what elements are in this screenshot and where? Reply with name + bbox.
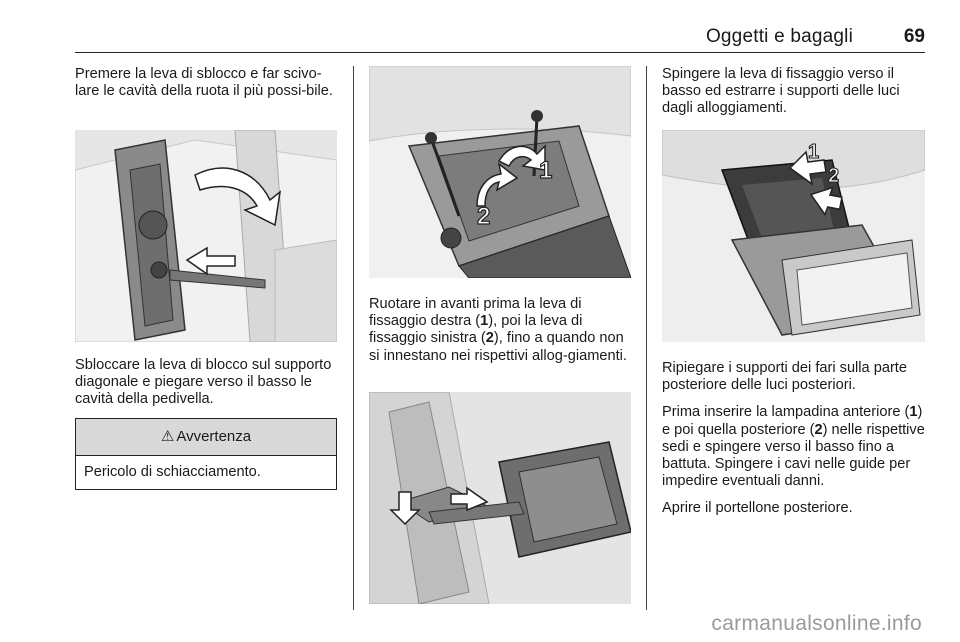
warning-header <box>76 419 336 456</box>
watermark: carmanualsonline.info <box>711 612 922 635</box>
paragraph: Ripiegare i supporti dei fari sulla parte posteriore delle luci posteriori. <box>662 360 907 394</box>
illustration-drawing <box>369 66 631 278</box>
column-3-lower <box>662 360 925 528</box>
page-header <box>75 26 925 53</box>
illustration-drawing <box>662 130 925 342</box>
warning-triangle-icon: ⚠ <box>160 428 175 445</box>
warning-box <box>75 418 337 490</box>
column-divider <box>646 66 647 610</box>
paragraph: Sbloccare la leva di blocco sul supporto diagonale e piegare verso il basso le cavità della pedivella. <box>75 357 332 408</box>
column-2-text <box>369 296 631 375</box>
callout-label-1: 1 <box>808 141 820 163</box>
illustration-drawing <box>369 392 631 604</box>
illustration-light-holder <box>369 392 631 604</box>
paragraph: Aprire il portellone posteriore. <box>662 500 853 517</box>
column-3 <box>662 66 925 128</box>
illustration-pull-holders <box>662 130 925 342</box>
ref-number: 2 <box>485 330 494 347</box>
paragraph: Ruotare in avanti prima la leva di fissaggio destra (1), poi la leva di fissaggio sinistra (2), fino a quando non si innestano nei rispettivi allog-giamenti. <box>369 296 627 364</box>
column-1 <box>75 66 337 110</box>
illustration-fixing-levers <box>369 66 631 278</box>
paragraph: Premere la leva di sblocco e far scivo-lare le cavità della ruota il più possi-bile. <box>75 66 333 100</box>
paragraph: Spingere la leva di fissaggio verso il basso ed estrarre i supporti delle luci dagli alloggiamenti. <box>662 66 900 117</box>
ref-number: 1 <box>480 313 489 330</box>
section-title: Oggetti e bagagli <box>705 26 853 47</box>
illustration-lever-unlock <box>75 130 337 342</box>
page-number: 69 <box>903 26 925 47</box>
warning-text: Pericolo di schiacciamento. <box>84 464 261 480</box>
ref-number: 1 <box>909 404 918 421</box>
callout-label-2: 2 <box>828 165 840 187</box>
warning-heading: Avvertenza <box>176 428 252 445</box>
callout-label-2: 2 <box>477 203 491 230</box>
illustration-drawing <box>75 130 337 342</box>
column-1-lower <box>75 357 337 419</box>
column-divider <box>353 66 354 610</box>
ref-number: 2 <box>814 421 823 438</box>
callout-label-1: 1 <box>539 157 553 184</box>
paragraph: Prima inserire la lampadina anteriore (1) e poi quella posteriore (2) nelle rispettive sedi e spingere verso il basso fino a battuta. Spingere i cavi nelle guide per impedire eventuali danni. <box>662 404 925 490</box>
